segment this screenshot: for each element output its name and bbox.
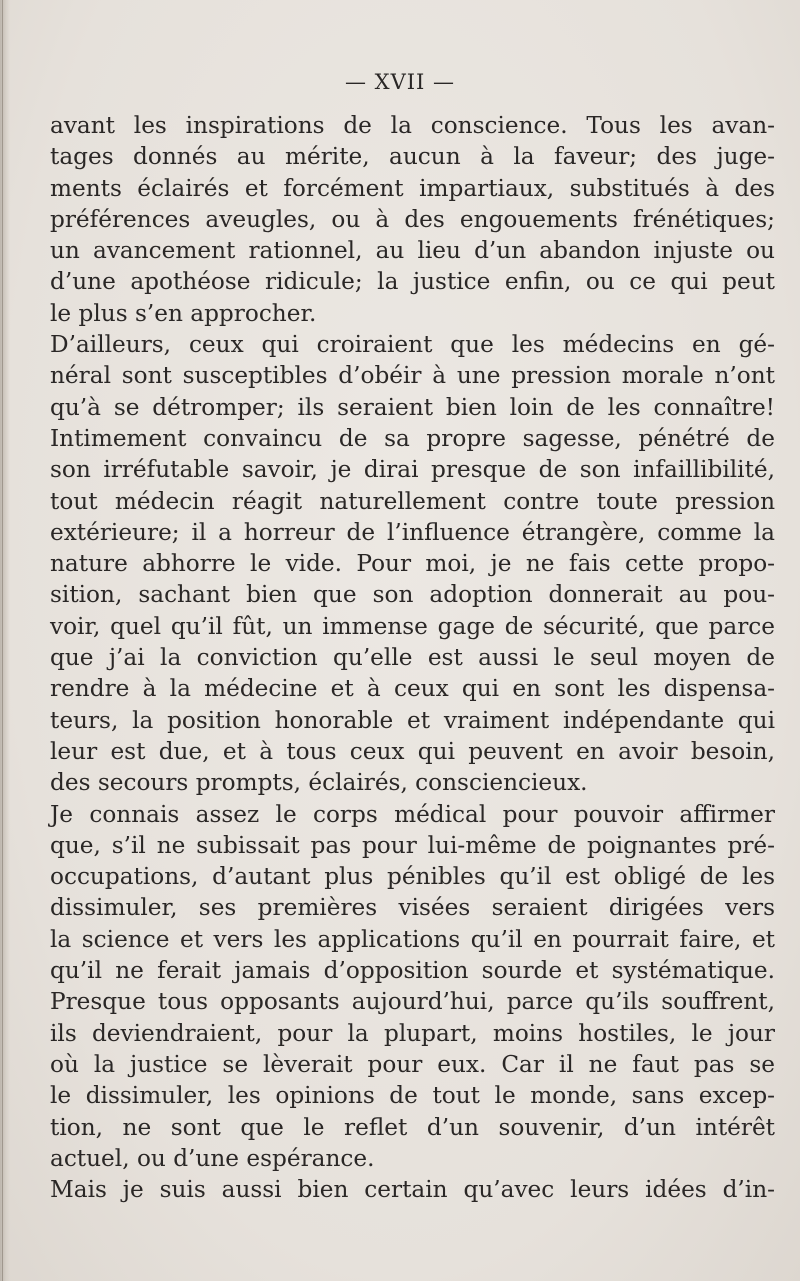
body-text xyxy=(50,110,775,1205)
text-line: nature abhorre le vide. Pour moi, je ne fais cette propo- xyxy=(50,550,775,578)
text-line: occupations, d’autant plus pénibles qu’il est obligé de les xyxy=(50,863,775,891)
text-line: où la justice se lèverait pour eux. Car il ne faut pas se xyxy=(50,1050,775,1078)
text-line: D’ailleurs, ceux qui croiraient que les médecins en gé- xyxy=(50,331,775,359)
text-line: le dissimuler, les opinions de tout le monde, sans excep- xyxy=(50,1082,775,1110)
text-line: préférences aveugles, ou à des engouements frénétiques; xyxy=(50,205,775,233)
text-line: d’une apothéose ridicule; la justice enfin, ou ce qui peut xyxy=(50,268,775,296)
text-line: tout médecin réagit naturellement contre toute pression xyxy=(50,487,775,515)
text-line: voir, quel qu’il fût, un immense gage de sécurité, que parce xyxy=(50,612,775,640)
text-line: rendre à la médecine et à ceux qui en sont les dispensa- xyxy=(50,675,775,703)
text-line: sition, sachant bien que son adoption donnerait au pou- xyxy=(50,581,775,609)
text-line: des secours prompts, éclairés, consciencieux. xyxy=(50,769,588,797)
text-line: le plus s’en approcher. xyxy=(50,299,317,327)
text-line: un avancement rationnel, au lieu d’un abandon injuste ou xyxy=(50,237,775,265)
text-line: leur est due, et à tous ceux qui peuvent en avoir besoin, xyxy=(50,737,775,765)
text-line: la science et vers les applications qu’il en pourrait faire, et xyxy=(50,925,775,953)
text-line: tages donnés au mérite, aucun à la faveur; des juge- xyxy=(50,143,775,171)
text-line: ments éclairés et forcément impartiaux, substitués à des xyxy=(50,174,775,202)
text-line: Presque tous opposants aujourd’hui, parce qu’ils souffrent, xyxy=(50,988,775,1016)
page-binding-line xyxy=(2,0,3,1281)
text-line: Intimement convaincu de sa propre sagesse, pénétré de xyxy=(50,424,775,452)
text-line: extérieure; il a horreur de l’influence étrangère, comme la xyxy=(50,518,775,546)
text-line: son irréfutable savoir, je dirai presque de son infaillibilité, xyxy=(50,456,775,484)
text-line: ils deviendraient, pour la plupart, moins hostiles, le jour xyxy=(50,1019,775,1047)
text-line: avant les inspirations de la conscience. Tous les avan- xyxy=(50,112,775,139)
text-line: qu’à se détromper; ils seraient bien loin de les connaître! xyxy=(50,393,775,421)
text-line: que j’ai la conviction qu’elle est aussi le seul moyen de xyxy=(50,644,775,672)
text-line: Mais je suis aussi bien certain qu’avec leurs idées d’in- xyxy=(50,1176,775,1204)
text-line: Je connais assez le corps médical pour pouvoir affirmer xyxy=(50,800,775,828)
text-line: dissimuler, ses premières visées seraient dirigées vers xyxy=(50,894,775,922)
text-line: qu’il ne ferait jamais d’opposition sourde et systématique. xyxy=(50,957,775,985)
page-number-header: — XVII — xyxy=(344,70,456,94)
text-line: tion, ne sont que le reflet d’un souvenir, d’un intérêt xyxy=(50,1113,775,1141)
text-line: néral sont susceptibles d’obéir à une pression morale n’ont xyxy=(50,362,775,390)
text-line: que, s’il ne subissait pas pour lui-même de poignantes pré- xyxy=(50,831,775,859)
text-line: actuel, ou d’une espérance. xyxy=(50,1144,375,1172)
text-line: teurs, la position honorable et vraiment indépendante qui xyxy=(50,706,775,734)
